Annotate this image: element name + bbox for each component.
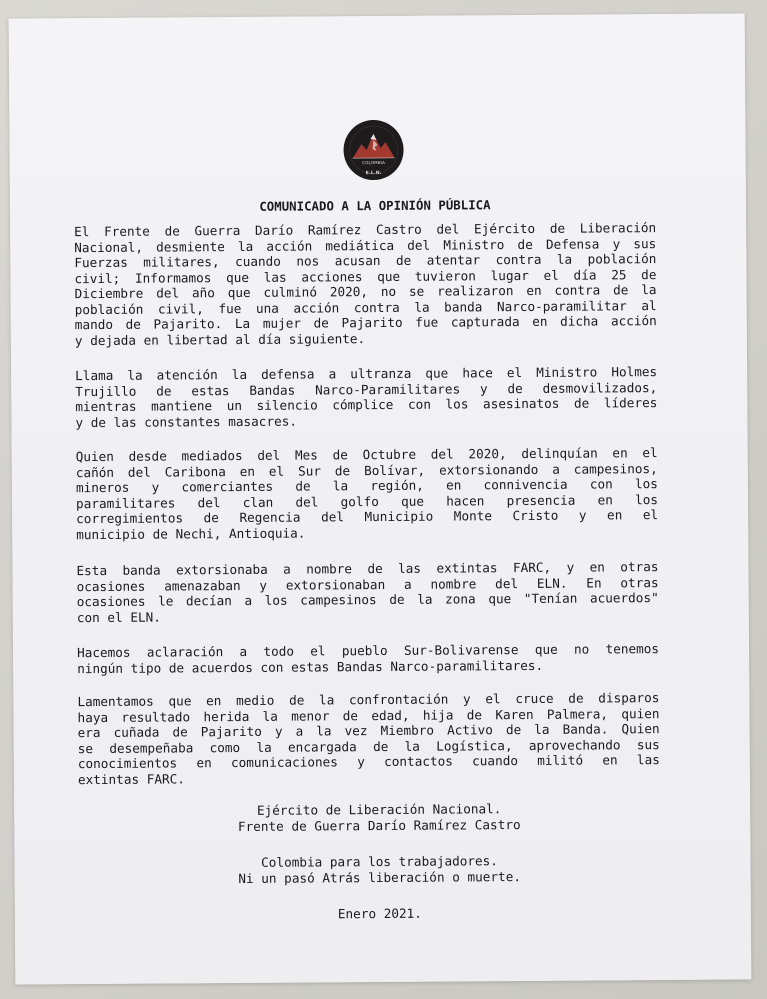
paragraph-line: Llama la atención la defensa a ultranza que hace el Ministro Holmes bbox=[75, 364, 658, 384]
logo-abbr-text: E.L.N. bbox=[365, 170, 382, 177]
slogan-block bbox=[34, 852, 724, 889]
paragraph-line: haya resultado herida la menor de edad, hija de Karen Palmera, quien bbox=[77, 705, 660, 725]
paragraph-line: Hacemos aclaración a todo el pueblo Sur-Bolivarense que no tenemos bbox=[77, 641, 660, 661]
paragraph-line: municipio de Nechi, Antioquia. bbox=[76, 525, 306, 542]
paragraph-line: ningún tipo de acuerdos con estas Bandas Narco-paramilitares. bbox=[77, 657, 544, 676]
paragraph-6 bbox=[77, 690, 660, 787]
paragraph-line: ocasiones amenazaban y extorsionaban a nombre del ELN. En otras bbox=[76, 574, 659, 594]
paragraph-line: se desempeñaba como la encargada de la Logística, aprovechando sus bbox=[77, 736, 660, 756]
paragraph-line: Diciembre del año que culminó 2020, no se realizaron en contra de la bbox=[74, 282, 657, 302]
paragraph-line: Trujillo de estas Bandas Narco-Paramilitares y de desmovilizados, bbox=[75, 379, 658, 399]
paragraph-line: Quien desde mediados del Mes de Octubre del 2020, delinquían en el bbox=[75, 445, 658, 465]
paragraph-line: mando de Pajarito. La mujer de Pajarito fue capturada en dicha acción bbox=[74, 313, 657, 333]
paragraph-line: mineros y comerciantes de la región, en connivencia con los bbox=[75, 476, 658, 496]
paragraph-line: población civil, fue una acción contra la banda Narco-paramilitar al bbox=[74, 297, 657, 317]
signature-org: Ejército de Liberación Nacional. bbox=[256, 801, 502, 818]
paragraph-line: y dejada en libertad al día siguiente. bbox=[74, 330, 366, 348]
paragraph-line: ocasiones le decían a los campesinos de la zona que "Tenían acuerdos" bbox=[76, 590, 659, 610]
paragraph-line: conocimientos en comunicaciones y contactos cuando militó en las bbox=[77, 752, 660, 772]
paragraph-line: extintas FARC. bbox=[77, 770, 185, 787]
paragraph-line: era cuñada de Pajarito y a la vez Miembro Activo de la Banda. Quien bbox=[77, 721, 660, 741]
paragraph-line: Nacional, desmiente la acción mediática del Ministro de Defensa y sus bbox=[74, 235, 657, 255]
slogan-line-2: Ni un pasó Atrás liberación o muerte. bbox=[238, 869, 522, 886]
paragraph-1 bbox=[74, 220, 657, 348]
document-page bbox=[9, 13, 752, 984]
paragraph-line: con el ELN. bbox=[76, 609, 161, 625]
paragraph-line: Lamentamos que en medio de la confrontación y el cruce de disparos bbox=[77, 690, 660, 710]
paragraph-5 bbox=[77, 641, 659, 676]
paragraph-line: El Frente de Guerra Darío Ramírez Castro del Ejército de Liberación bbox=[74, 220, 657, 240]
paragraph-3 bbox=[76, 445, 659, 542]
paragraph-line: mientras mantiene un silencio cómplice con los asesinatos de líderes bbox=[75, 395, 658, 415]
paragraph-line: civil; Informamos que las acciones que tuvieron lugar el día 25 de bbox=[74, 266, 657, 286]
signature-block bbox=[34, 800, 724, 837]
paragraph-line: Esta banda extorsionaba a nombre de las extintas FARC, y en otras bbox=[76, 559, 659, 579]
paragraph-line: corregimientos de Regencia del Municipio Monte Cristo y en el bbox=[76, 507, 659, 527]
eln-logo bbox=[343, 120, 403, 180]
paragraph-2 bbox=[75, 364, 657, 430]
date-line bbox=[35, 904, 725, 925]
logo-country-text: COLOMBIA bbox=[362, 159, 386, 166]
paragraph-line: Fuerzas militares, cuando nos acusan de atentar contra la población bbox=[74, 251, 657, 271]
paragraph-line: cañón del Caribona en el Sur de Bolívar, extorsionando a campesinos, bbox=[75, 460, 658, 480]
slogan-line-1: Colombia para los trabajadores. bbox=[261, 853, 498, 870]
signature-front: Frente de Guerra Darío Ramírez Castro bbox=[237, 817, 521, 834]
document-date: Enero 2021. bbox=[337, 905, 422, 922]
paragraph-line: y de las constantes masacres. bbox=[75, 413, 298, 430]
paragraph-line: paramilitares del clan del golfo que hacen presencia en los bbox=[75, 491, 659, 511]
paragraph-4 bbox=[76, 559, 658, 625]
document-title: COMUNICADO A LA OPINIÓN PÚBLICA bbox=[259, 197, 491, 214]
